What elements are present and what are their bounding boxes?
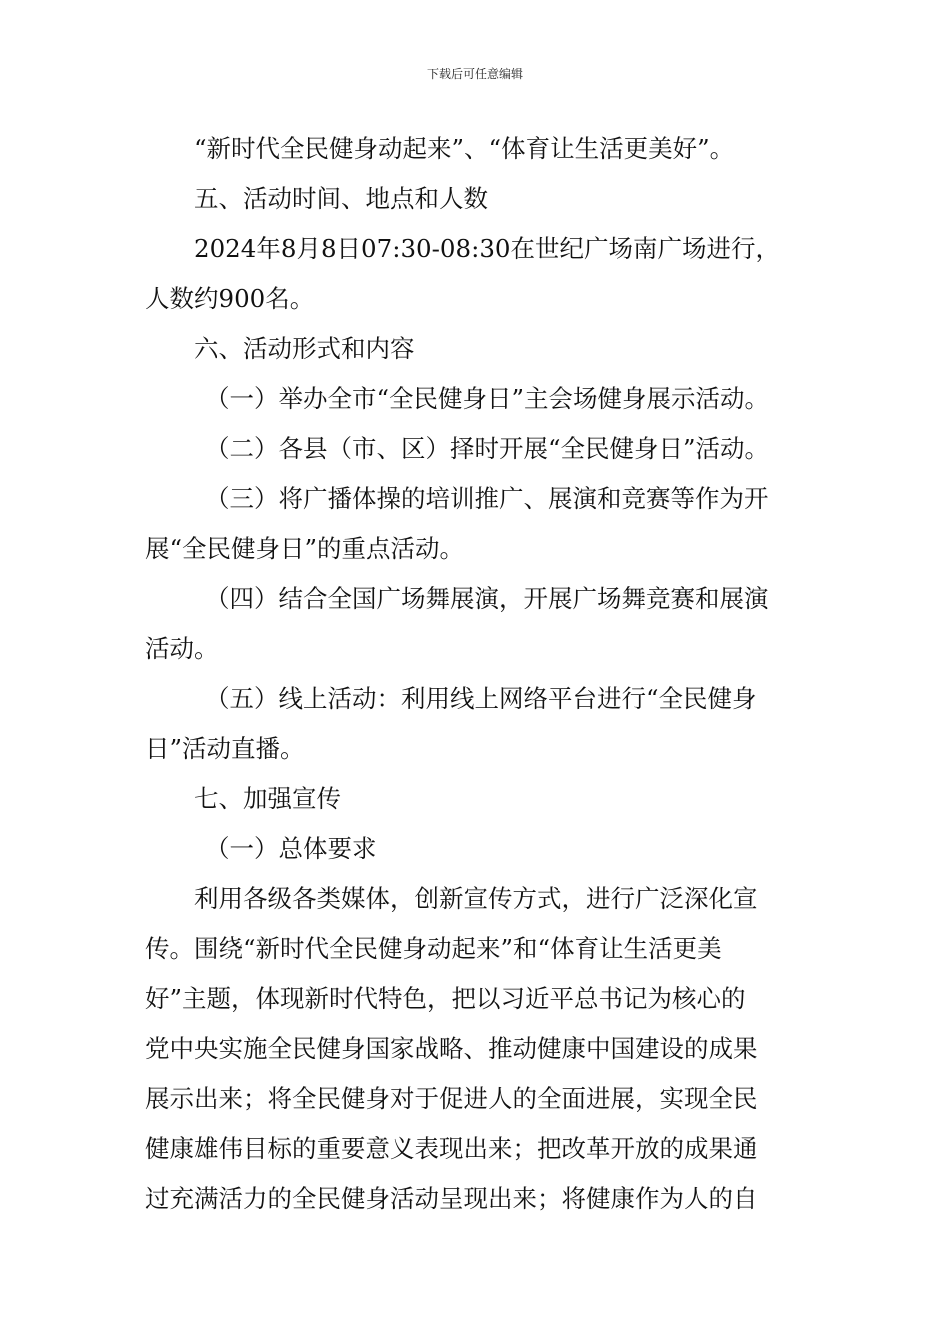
text-line: 传。围绕“新时代全民健身动起来”和“体育让生活更美 [145,934,722,963]
text-line: 健康雄伟目标的重要意义表现出来；把改革开放的成果通 [145,1134,758,1163]
text-line: “新时代全民健身动起来”、“体育让生活更美好”。 [194,134,735,163]
text-line: 好”主题，体现新时代特色，把以习近平总书记为核心的 [145,984,746,1013]
list-item: （四）结合全国广场舞展演，开展广场舞竞赛和展演 [205,584,769,613]
text-line: 党中央实施全民健身国家战略、推动健康中国建设的成果 [145,1034,758,1063]
text-line: 日”活动直播。 [145,734,305,763]
text-line: 过充满活力的全民健身活动呈现出来；将健康作为人的自 [145,1184,758,1213]
list-item: （五）线上活动：利用线上网络平台进行“全民健身 [205,684,757,713]
text-line: 2024年8月8日07:30-08:30在世纪广场南广场进行， [194,234,781,263]
text-line: 人数约900名。 [145,284,315,313]
section-heading: 五、活动时间、地点和人数 [194,184,488,213]
text-line: 利用各级各类媒体，创新宣传方式，进行广泛深化宣 [194,884,758,913]
subsection-heading: （一）总体要求 [205,834,377,863]
text-line: 展“全民健身日”的重点活动。 [145,534,465,563]
list-item: （一）举办全市“全民健身日”主会场健身展示活动。 [205,384,770,413]
page-header: 下载后可任意编辑 [426,67,523,81]
text-line: 展示出来；将全民健身对于促进人的全面进展，实现全民 [145,1084,758,1113]
text-line: 活动。 [145,634,219,663]
section-heading: 六、活动形式和内容 [194,334,415,363]
list-item: （三）将广播体操的培训推广、展演和竞赛等作为开 [205,484,769,513]
document-body [145,124,810,1224]
list-item: （二）各县（市、区）择时开展“全民健身日”活动。 [205,434,770,463]
section-heading: 七、加强宣传 [194,784,341,813]
